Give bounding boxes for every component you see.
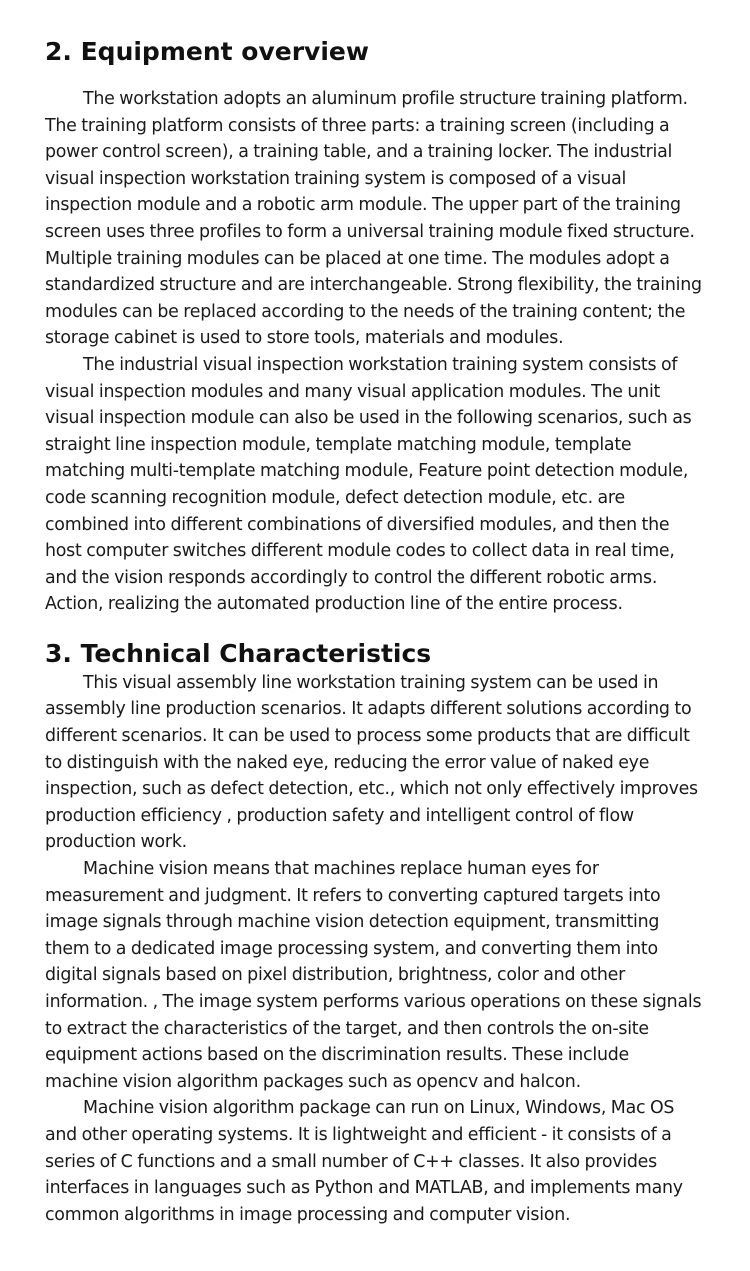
paragraph-workstation-platform: The workstation adopts an aluminum profile structure training platform. The training platform consists of three parts: a training screen (including a power control screen), a training table, and a training locker. The industrial visual inspection workstation training system is composed of a visual inspection module and a robotic arm module. The upper part of the training screen uses three profiles to form a universal training module fixed structure. Multiple training modules can be placed at one time. The modules adopt a standardized structure and are interchangeable. Strong flexibility, the training modules can be replaced according to the needs of the training content; the storage cabinet is used to store tools, materials and modules. — [45, 89, 702, 349]
paragraph-inspection-system: The industrial visual inspection workstation training system consists of visual inspection modules and many visual application modules. The unit visual inspection module can also be used in the following scenarios, such as straight line inspection module, template matching module, template matching multi-template matching module, Feature point detection module, code scanning recognition module, defect detection module, etc. are combined into different combinations of diversified modules, and then the host computer switches different module codes to collect data in real time, and the vision responds accordingly to control the different robotic arms. Action, realizing the automated production line of the entire process. — [45, 354, 692, 615]
paragraph-algorithm-package: Machine vision algorithm package can run on Linux, Windows, Mac OS and other operating systems. It is lightweight and efficient - it consists of a series of C functions and a small number of C++ classes. It also provides interfaces in languages such as Python and MATLAB, and implements many common algorithms in image processing and computer vision. — [45, 1098, 683, 1225]
section-body — [45, 86, 705, 618]
paragraph-assembly-line: This visual assembly line workstation training system can be used in assembly line production scenarios. It adapts different solutions according to different scenarios. It can be used to process some products that are difficult to distinguish with the naked eye, reducing the error value of naked eye inspection, such as defect detection, etc., which not only effectively improves production efficiency , production safety and intelligent control of flow production work. — [45, 672, 698, 853]
section-equipment-overview — [45, 0, 705, 618]
section-heading-equipment-overview: 2. Equipment overview — [45, 37, 369, 66]
paragraph-machine-vision: Machine vision means that machines replace human eyes for measurement and judgment. It refers to converting captured targets into image signals through machine vision detection equipment, transmitting them to a dedicated image processing system, and converting them into digital signals based on pixel distribution, brightness, color and other information. , The image system performs various operations on these signals to extract the characteristics of the target, and then controls the on-site equipment actions based on the discrimination results. These include machine vision algorithm packages such as opencv and halcon. — [45, 859, 702, 1092]
section-body — [45, 670, 705, 1228]
section-heading-technical-characteristics: 3. Technical Characteristics — [45, 638, 432, 668]
section-technical-characteristics — [45, 618, 705, 1228]
